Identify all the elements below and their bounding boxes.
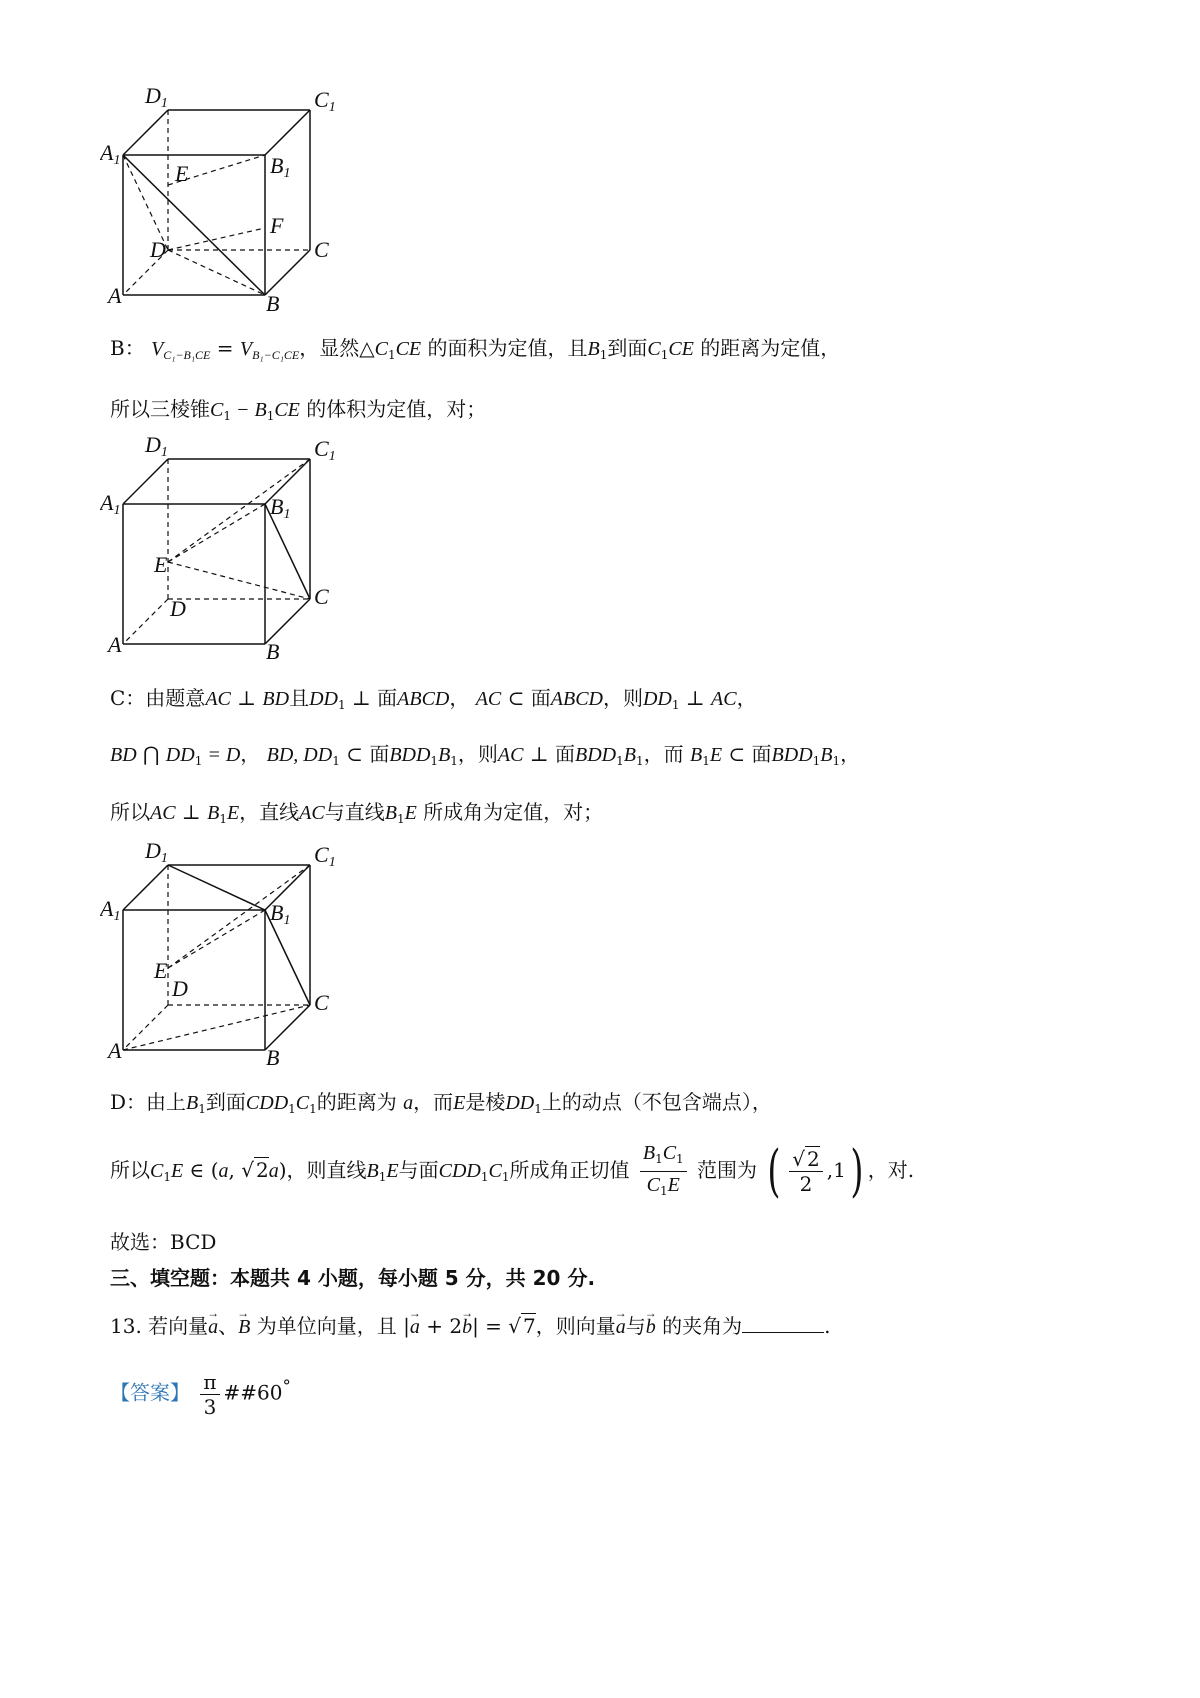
label-B1: B1: [270, 494, 291, 522]
label-C: C: [314, 237, 329, 262]
final-choice: 故选：BCD: [110, 1230, 217, 1254]
option-b-line-1: B： $V_{C_1-B_1CE} = V_{B_1-C_1CE}$，显然$\triangle C_1CE$ 的面积为定值，且$B_1$到面$C_1CE$ 的距离为定值，: [110, 336, 841, 362]
label-D: D: [170, 596, 186, 621]
option-d-line-2: 所以$C_1E$ ∈ (a, √ 2a)，则直线$B_1E$与面$CDD_1C_1$所成角正切值 $\frac{B_1C_1}{C_1E}$ 范围为 ( $\frac{√ 2}{2}$ ,1) ，对.: [110, 1138, 915, 1204]
label-D1: D1: [145, 838, 168, 866]
label-D: D: [172, 976, 188, 1001]
option-c-line-1: C：由题意AC ⊥ BD且$DD_1$ ⊥ 面ABCD， AC ⊂ 面ABCD，则$DD_1$ ⊥ AC，: [110, 686, 757, 712]
label-A1: A1: [100, 490, 121, 518]
label-C1: C1: [314, 87, 336, 115]
pi-over-3: $\frac{\pi}{3}$: [200, 1370, 219, 1419]
label-B1: B1: [270, 900, 291, 928]
label-A: A: [108, 283, 122, 308]
label-B: B: [266, 639, 280, 662]
label-E: E: [154, 958, 168, 983]
label-A1: A1: [100, 140, 121, 168]
label-C: C: [314, 990, 329, 1015]
label-C1: C1: [314, 436, 336, 464]
label-A1: A1: [100, 896, 121, 924]
option-c-line-2: BD ⋂ $DD_1 = D$， BD, $DD_1$ ⊂ 面$BDD_1B_1$，则AC ⊥ 面$BDD_1B_1$，而 $B_1E$ ⊂ 面$BDD_1B_1$，: [110, 742, 861, 768]
label-D: D: [150, 237, 166, 262]
label-E: E: [175, 161, 189, 186]
question-13: 13. 若向量→ a、→ B 为单位向量，且 |→ a + 2→ b| = √ 7，则向量→ a与→ b 的夹角为 .: [110, 1312, 831, 1341]
cube-figure-2: [100, 432, 360, 662]
cube-figure-1: [100, 85, 360, 315]
label-E: E: [154, 552, 168, 577]
label-B: B: [266, 291, 280, 315]
option-d-line-1: D：由上$B_1$到面$CDD_1C_1$的距离为 a，而E是棱$DD_1$上的动点（不包含端点），: [110, 1090, 772, 1116]
label-B1: B1: [270, 153, 291, 181]
label-A: A: [108, 1038, 122, 1063]
label-D1: D1: [145, 85, 168, 111]
label-D1: D1: [145, 432, 168, 460]
range-fraction: $\frac{√ 2}{2}$: [789, 1147, 822, 1196]
option-b-line-2: 所以三棱锥$C_1 - B_1CE$ 的体积为定值，对；: [110, 397, 487, 423]
section-heading: 三、填空题：本题共 4 小题，每小题 5 分，共 20 分.: [110, 1266, 596, 1290]
tan-fraction: $\frac{B_1C_1}{C_1E}$: [640, 1140, 687, 1203]
answer-line: 【答案】 $\frac{\pi}{3}$ ##60°: [110, 1369, 291, 1419]
option-c-line-3: 所以AC ⊥ $B_1E$，直线AC与直线$B_1E$ 所成角为定值，对；: [110, 800, 604, 826]
label-F: F: [270, 213, 284, 238]
cube-figure-3: [100, 838, 360, 1068]
label-C1: C1: [314, 842, 336, 870]
answer-blank: [742, 1314, 824, 1333]
answer-tag: 【答案】: [110, 1380, 190, 1405]
label-C: C: [314, 584, 329, 609]
label-B: B: [266, 1045, 280, 1068]
label-A: A: [108, 632, 122, 657]
